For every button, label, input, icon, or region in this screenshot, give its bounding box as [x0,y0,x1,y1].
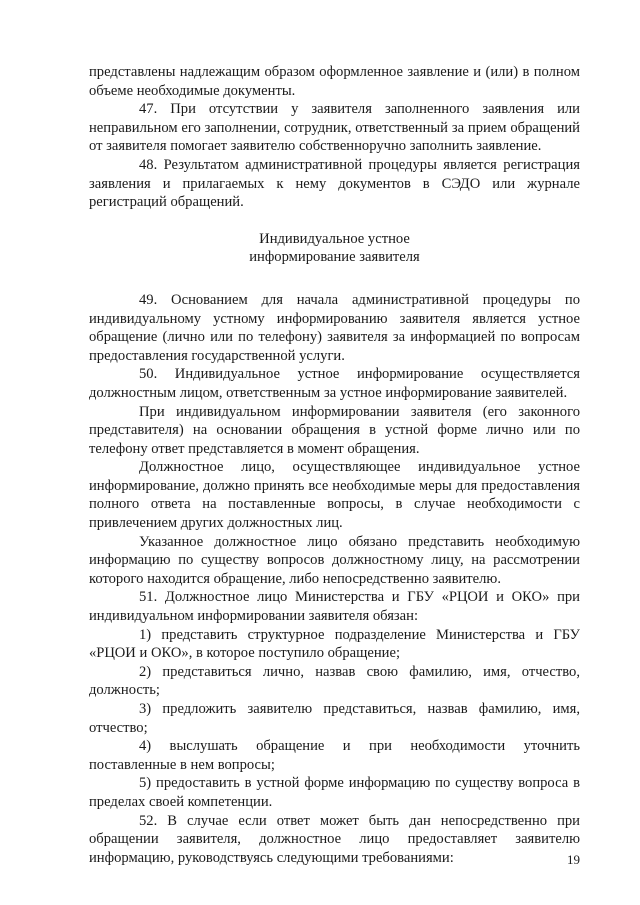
page-number: 19 [567,852,580,867]
paragraph-50-official-measures: Должностное лицо, осуществляющее индивидуальное устное информирование, должно принять все необходимые меры для предоставления полного ответа на поставленные вопросы, в случае необходимости с привлечением других должностных лиц. [89,459,580,532]
list-item-4: 4) выслушать обращение и при необходимости уточнить поставленные в нем вопросы; [89,738,580,773]
paragraph-52: 52. В случае если ответ может быть дан непосредственно при обращении заявителя, должностное лицо предоставляет заявителю информацию, руководствуясь следующими требованиями: [89,812,580,866]
paragraph-50-individual-info: При индивидуальном информировании заявителя (его законного представителя) на основании обращения в устной форме лично или по телефону ответ представляется в момент обращения. [89,403,580,457]
spacer [89,212,580,230]
list-item-3: 3) предложить заявителю представиться, назвав фамилию, имя, отчество; [89,701,580,736]
paragraph-continuation: представлены надлежащим образом оформленное заявление и (или) в полном объеме необходимые документы. [89,64,580,99]
list-item-5: 5) предоставить в устной форме информацию по существу вопроса в пределах своей компетенции. [89,775,580,810]
paragraph-48: 48. Результатом административной процедуры является регистрация заявления и прилагаемых к нему документов в СЭДО или журнале регистраций обращений. [89,156,580,211]
list-item-2: 2) представиться лично, назвав свою фамилию, имя, отчество, должность; [89,663,580,699]
spacer [89,267,580,291]
page-body [89,63,580,867]
paragraph-50: 50. Индивидуальное устное информирование осуществляется должностным лицом, ответственным за устное информирование заявителей. [89,366,580,401]
paragraph-49: 49. Основанием для начала административной процедуры по индивидуальному устному информированию заявителя является устное обращение (лично или по телефону) заявителя за информацией по вопросам предоставления государственной услуги. [89,291,580,364]
section-heading-line-1: Индивидуальное устное [259,230,410,247]
section-heading-line-2: информирование заявителя [249,249,420,266]
list-item-1: 1) представить структурное подразделение Министерства и ГБУ «РЦОИ и ОКО», в которое поступило обращение; [89,626,580,662]
paragraph-51: 51. Должностное лицо Министерства и ГБУ «РЦОИ и ОКО» при индивидуальном информировании заявителя обязан: [89,589,580,625]
paragraph-50-official-obliged: Указанное должностное лицо обязано представить необходимую информацию по существу вопросов должностному лицу, на рассмотрении которого находится обращение, либо непосредственно заявителю. [89,533,580,587]
paragraph-47: 47. При отсутствии у заявителя заполненного заявления или неправильном его заполнении, сотрудник, ответственный за прием обращений от заявителя помогает заявителю собственноручно заполнить заявление. [89,101,580,155]
